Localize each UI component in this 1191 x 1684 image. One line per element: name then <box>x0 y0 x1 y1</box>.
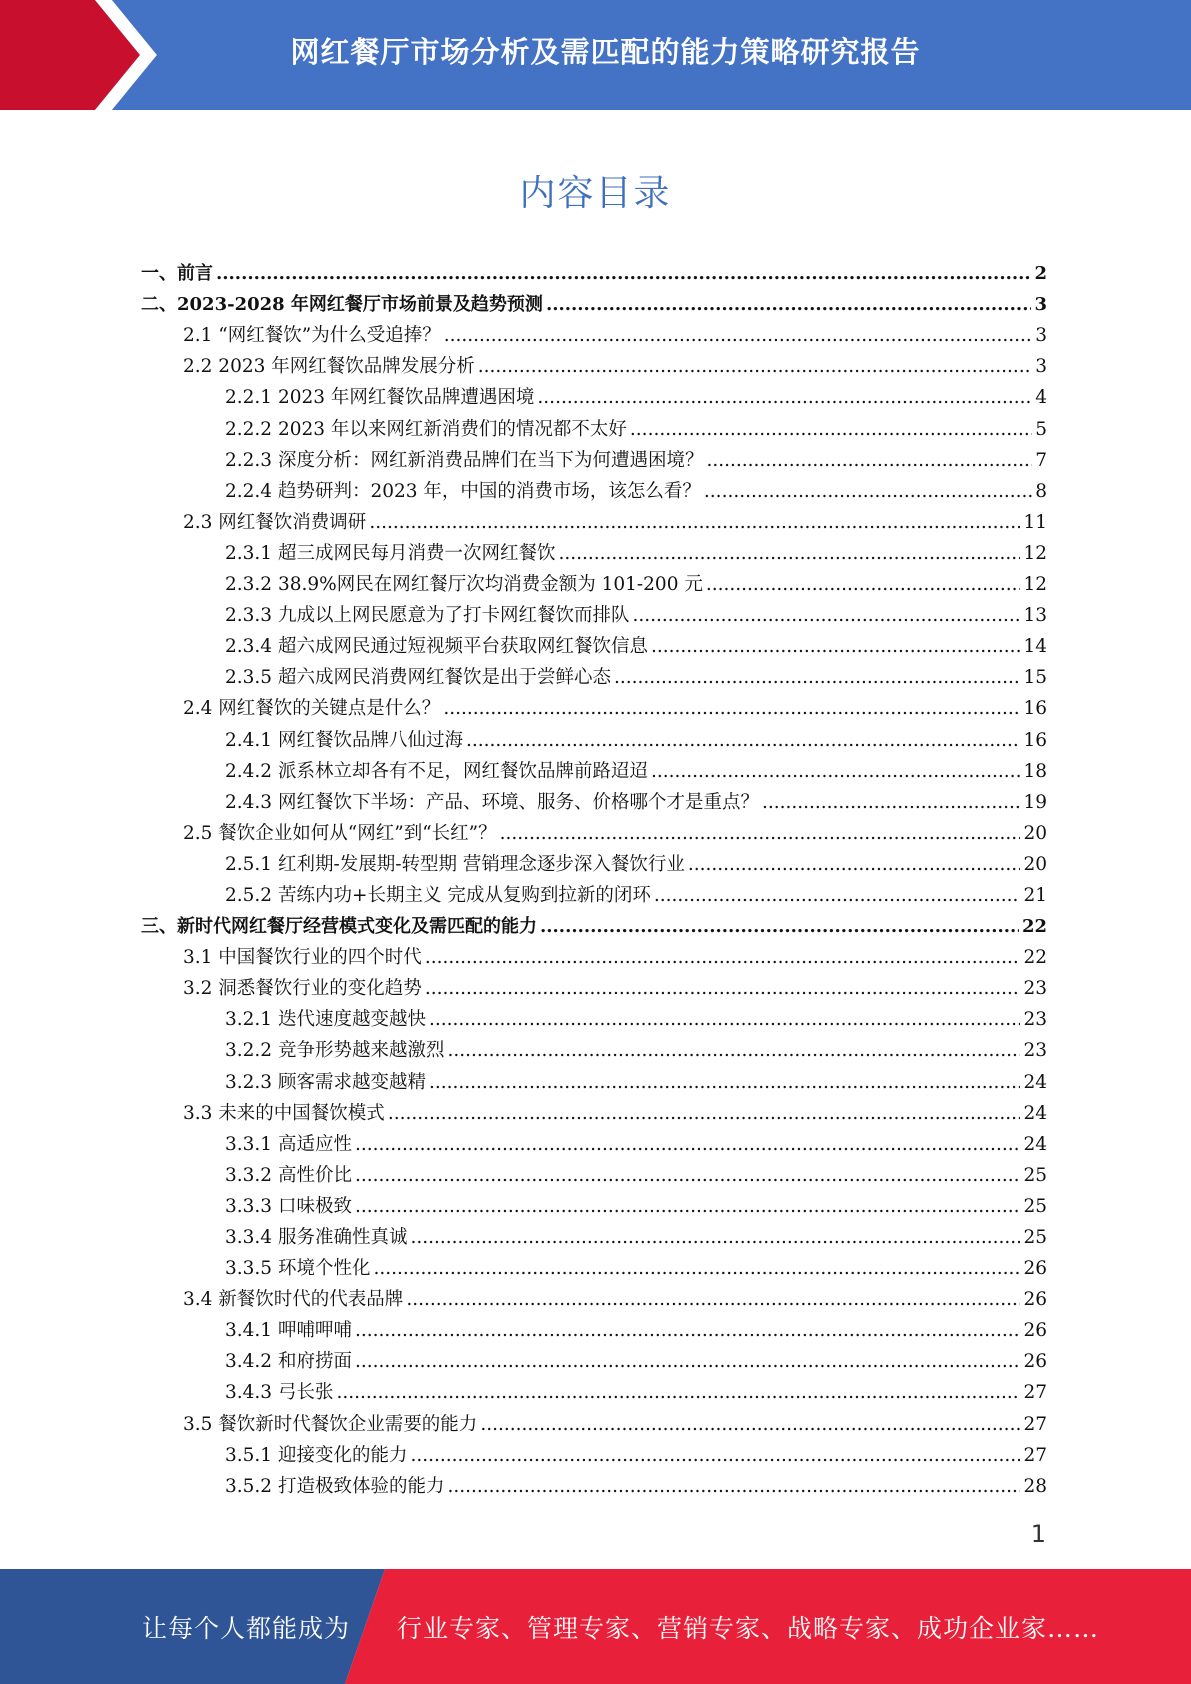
toc-entry[interactable] <box>141 969 1047 1000</box>
toc-entry-page: 18 <box>1023 760 1047 782</box>
dot-leader <box>355 1351 1021 1373</box>
dot-leader <box>614 667 1020 689</box>
toc-entry-title: 2.4.2 派系林立却各有不足，网红餐饮品牌前路迢迢 <box>225 760 648 782</box>
toc-entry[interactable] <box>141 1467 1047 1498</box>
toc-entry-page: 24 <box>1023 1102 1047 1124</box>
header-banner <box>0 0 1191 110</box>
toc-entry-title: 3.3.3 口味极致 <box>225 1195 352 1217</box>
toc-entry[interactable] <box>141 1342 1047 1373</box>
toc-entry-title: 3.3.5 环境个性化 <box>225 1258 371 1280</box>
toc-entry[interactable] <box>141 534 1047 565</box>
toc-entry[interactable] <box>141 378 1047 409</box>
toc-entry-page: 7 <box>1035 449 1047 471</box>
dot-leader <box>500 823 1021 845</box>
toc-entry[interactable] <box>141 1187 1047 1218</box>
toc-entry-title: 3.4 新餐饮时代的代表品牌 <box>183 1289 404 1311</box>
dot-leader <box>355 1320 1021 1342</box>
toc-entry-title: 2.1 “网红餐饮”为什么受追捧？ <box>183 325 441 347</box>
dot-leader <box>443 698 1020 720</box>
toc-entry-page: 26 <box>1023 1258 1047 1280</box>
dot-leader <box>216 263 1031 285</box>
toc-entry-title: 3.3.4 服务准确性真诚 <box>225 1227 408 1248</box>
dot-leader <box>410 1445 1020 1467</box>
table-of-contents <box>141 254 1047 1498</box>
dot-leader <box>706 450 1032 472</box>
toc-entry[interactable] <box>141 876 1047 907</box>
dot-leader <box>336 1382 1020 1404</box>
toc-entry[interactable] <box>141 907 1047 938</box>
toc-entry-page: 23 <box>1023 1009 1047 1031</box>
toc-entry-title: 2.3.2 38.9%网民在网红餐厅次均消费金额为 101-200 元 <box>225 574 703 596</box>
toc-entry-title: 三、新时代网红餐厅经营模式变化及需匹配的能力 <box>141 916 537 938</box>
dot-leader <box>466 730 1020 752</box>
toc-entry-page: 12 <box>1023 542 1047 564</box>
toc-entry-page: 3 <box>1034 294 1047 316</box>
toc-entry-title: 一、前言 <box>141 263 213 285</box>
dot-leader <box>706 574 1021 596</box>
toc-entry-title: 3.4.1 呷哺呷哺 <box>225 1320 352 1342</box>
toc-entry-title: 3.3.2 高性价比 <box>225 1164 352 1186</box>
toc-entry-title: 3.2 洞悉餐饮行业的变化趋势 <box>183 978 422 1000</box>
toc-entry-title: 2.5.1 红利期-发展期-转型期 营销理念逐步深入餐饮行业 <box>225 853 685 875</box>
toc-entry-page: 21 <box>1023 884 1047 906</box>
dot-leader <box>355 1196 1021 1218</box>
toc-entry-title: 3.4.3 弓长张 <box>225 1382 334 1404</box>
toc-entry-title: 3.5.2 打造极致体验的能力 <box>225 1475 445 1497</box>
dot-leader <box>447 1040 1020 1062</box>
toc-entry-title: 3.2.2 竞争形势越来越激烈 <box>225 1040 445 1062</box>
toc-entry-page: 26 <box>1023 1289 1047 1311</box>
toc-entry-title: 3.3 未来的中国餐饮模式 <box>183 1102 385 1124</box>
toc-entry-title: 2.2.2 2023 年以来网红新消费们的情况都不太好 <box>225 418 627 440</box>
dot-leader <box>410 1227 1020 1249</box>
toc-entry-page: 16 <box>1023 729 1047 751</box>
toc-entry-title: 2.3.4 超六成网民通过短视频平台获取网红餐饮信息 <box>225 636 648 658</box>
toc-entry-title: 3.2.1 迭代速度越变越快 <box>225 1009 426 1031</box>
toc-entry[interactable] <box>141 1280 1047 1311</box>
toc-entry[interactable] <box>141 1031 1047 1062</box>
toc-entry-page: 3 <box>1035 356 1047 378</box>
toc-entry[interactable] <box>141 254 1047 285</box>
toc-entry[interactable] <box>141 627 1047 658</box>
dot-leader <box>429 1072 1020 1094</box>
footer-slogan-right: 行业专家、管理专家、营销专家、战略专家、成功企业家…… <box>397 1613 1100 1643</box>
dot-leader <box>369 512 1020 534</box>
toc-entry-title: 2.2.1 2023 年网红餐饮品牌遭遇困境 <box>225 387 535 409</box>
toc-entry-page: 23 <box>1023 978 1047 1000</box>
dot-leader <box>537 387 1032 409</box>
toc-entry-page: 22 <box>1021 916 1047 938</box>
toc-entry-page: 13 <box>1023 605 1047 627</box>
dot-leader <box>425 978 1021 1000</box>
dot-leader <box>373 1258 1020 1280</box>
toc-entry-page: 5 <box>1035 418 1047 440</box>
toc-entry-page: 20 <box>1023 822 1047 844</box>
dot-leader <box>447 1476 1020 1498</box>
toc-entry-page: 25 <box>1023 1164 1047 1186</box>
toc-entry[interactable] <box>141 503 1047 534</box>
toc-entry[interactable] <box>141 1000 1047 1031</box>
toc-entry-title: 2.2.3 深度分析：网红新消费品牌们在当下为何遭遇困境？ <box>225 449 704 471</box>
toc-entry[interactable] <box>141 1218 1047 1249</box>
toc-entry[interactable] <box>141 752 1047 783</box>
toc-entry[interactable] <box>141 783 1047 814</box>
toc-entry-page: 25 <box>1023 1227 1047 1248</box>
toc-entry-title: 2.5 餐饮企业如何从“网红”到“长红”？ <box>183 822 497 844</box>
dot-leader <box>762 792 1020 814</box>
dot-leader <box>388 1103 1021 1125</box>
toc-entry-title: 2.3 网红餐饮消费调研 <box>183 511 367 533</box>
toc-entry-page: 28 <box>1023 1475 1047 1497</box>
dot-leader <box>688 854 1021 876</box>
toc-entry-page: 22 <box>1023 947 1047 969</box>
toc-entry-page: 24 <box>1023 1071 1047 1093</box>
toc-entry[interactable] <box>141 814 1047 845</box>
dot-leader <box>704 481 1032 503</box>
toc-entry-page: 11 <box>1023 511 1047 533</box>
toc-entry[interactable] <box>141 409 1047 440</box>
toc-entry[interactable] <box>141 1094 1047 1125</box>
toc-entry[interactable] <box>141 347 1047 378</box>
toc-entry-page: 2 <box>1034 263 1047 285</box>
toc-entry-page: 4 <box>1035 387 1047 409</box>
dot-leader <box>632 605 1020 627</box>
dot-leader <box>540 916 1019 938</box>
toc-entry-page: 27 <box>1023 1413 1047 1435</box>
toc-entry[interactable] <box>141 1156 1047 1187</box>
toc-entry-page: 19 <box>1023 791 1047 813</box>
toc-entry-title: 3.2.3 顾客需求越变越精 <box>225 1071 426 1093</box>
toc-entry-page: 12 <box>1023 574 1047 596</box>
toc-entry-title: 2.4.3 网红餐饮下半场：产品、环境、服务、价格哪个才是重点？ <box>225 791 759 813</box>
toc-entry-title: 2.4.1 网红餐饮品牌八仙过海 <box>225 729 463 751</box>
toc-entry[interactable] <box>141 1249 1047 1280</box>
toc-entry-title: 3.4.2 和府捞面 <box>225 1351 352 1373</box>
toc-entry[interactable] <box>141 472 1047 503</box>
toc-entry-page: 27 <box>1023 1382 1047 1404</box>
page-number: 1 <box>1030 1520 1046 1548</box>
dot-leader <box>444 325 1033 347</box>
toc-entry[interactable] <box>141 441 1047 472</box>
dot-leader <box>630 419 1032 441</box>
footer-banner <box>0 1569 1191 1684</box>
toc-entry[interactable] <box>141 1436 1047 1467</box>
dot-leader <box>406 1289 1020 1311</box>
toc-entry[interactable] <box>141 1125 1047 1156</box>
toc-entry[interactable] <box>141 1311 1047 1342</box>
footer-slogan-left: 让每个人都能成为 <box>142 1613 351 1643</box>
toc-entry-page: 20 <box>1023 853 1047 875</box>
toc-entry-title: 2.2 2023 年网红餐饮品牌发展分析 <box>183 356 475 378</box>
toc-entry[interactable] <box>141 316 1047 347</box>
toc-entry[interactable] <box>141 658 1047 689</box>
toc-heading: 内容目录 <box>519 173 672 214</box>
toc-entry-title: 2.3.1 超三成网民每月消费一次网红餐饮 <box>225 542 556 564</box>
dot-leader <box>355 1134 1021 1156</box>
toc-entry[interactable] <box>141 689 1047 720</box>
toc-entry-page: 16 <box>1023 698 1047 720</box>
toc-entry-page: 25 <box>1023 1195 1047 1217</box>
dot-leader <box>425 947 1021 969</box>
toc-entry[interactable] <box>141 720 1047 751</box>
toc-entry-title: 3.1 中国餐饮行业的四个时代 <box>183 947 422 969</box>
dot-leader <box>355 1165 1021 1187</box>
toc-entry-title: 3.3.1 高适应性 <box>225 1133 352 1155</box>
toc-entry-page: 26 <box>1023 1320 1047 1342</box>
dot-leader <box>651 761 1020 783</box>
dot-leader <box>546 294 1032 316</box>
toc-entry-title: 3.5 餐饮新时代餐饮企业需要的能力 <box>183 1413 478 1435</box>
dot-leader <box>654 885 1021 907</box>
toc-entry[interactable] <box>141 938 1047 969</box>
toc-entry[interactable] <box>141 845 1047 876</box>
toc-entry-page: 3 <box>1035 325 1047 347</box>
dot-leader <box>651 636 1020 658</box>
toc-entry-title: 3.5.1 迎接变化的能力 <box>225 1444 408 1466</box>
toc-entry-page: 15 <box>1023 667 1047 689</box>
dot-leader <box>429 1009 1020 1031</box>
toc-entry-title: 2.3.3 九成以上网民愿意为了打卡网红餐饮而排队 <box>225 605 630 627</box>
toc-entry[interactable] <box>141 1404 1047 1435</box>
toc-entry[interactable] <box>141 565 1047 596</box>
toc-entry-page: 8 <box>1035 480 1047 502</box>
toc-entry-page: 23 <box>1023 1040 1047 1062</box>
report-title: 网红餐厅市场分析及需匹配的能力策略研究报告 <box>290 34 921 69</box>
toc-entry-title: 2.3.5 超六成网民消费网红餐饮是出于尝鲜心态 <box>225 667 611 689</box>
dot-leader <box>480 1414 1020 1436</box>
toc-entry-page: 26 <box>1023 1351 1047 1373</box>
toc-entry-title: 2.2.4 趋势研判：2023 年，中国的消费市场，该怎么看？ <box>225 480 701 502</box>
toc-entry[interactable] <box>141 1062 1047 1093</box>
dot-leader <box>478 356 1032 378</box>
toc-entry-page: 27 <box>1023 1444 1047 1466</box>
toc-entry[interactable] <box>141 285 1047 316</box>
toc-entry-title: 2.4 网红餐饮的关键点是什么？ <box>183 698 441 720</box>
toc-entry-page: 24 <box>1023 1133 1047 1155</box>
toc-entry[interactable] <box>141 1373 1047 1404</box>
toc-entry-page: 14 <box>1023 636 1047 658</box>
toc-entry[interactable] <box>141 596 1047 627</box>
toc-entry-title: 2.5.2 苦练内功+长期主义 完成从复购到拉新的闭环 <box>225 884 651 906</box>
toc-entry-title: 二、2023-2028 年网红餐厅市场前景及趋势预测 <box>141 294 543 316</box>
dot-leader <box>558 543 1020 565</box>
